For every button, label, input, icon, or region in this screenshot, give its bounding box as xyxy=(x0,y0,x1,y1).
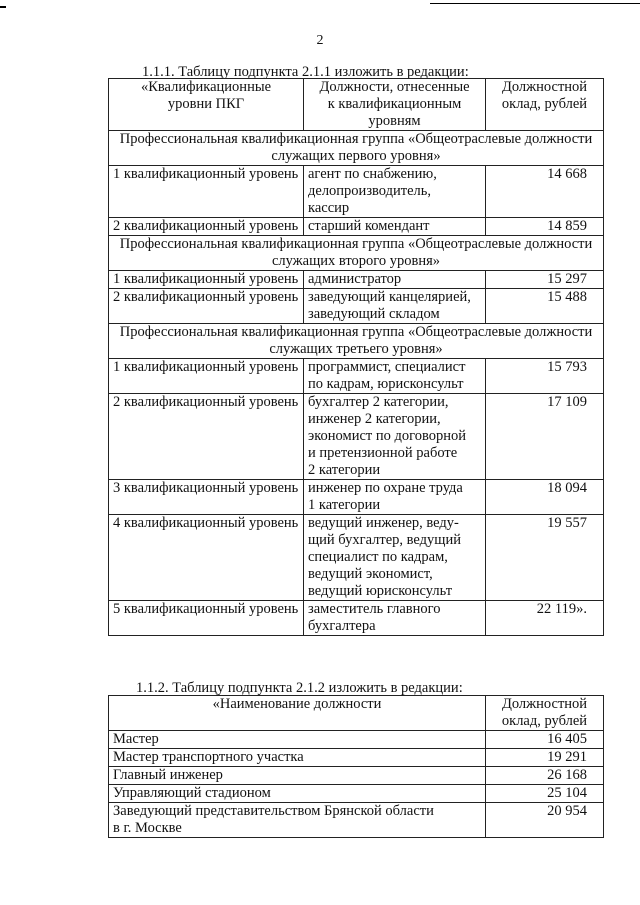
positions: агент по снабжению, делопроизводитель, кассир xyxy=(304,166,486,218)
table-row xyxy=(109,480,604,515)
salary: 15 488 xyxy=(486,289,604,324)
qualification-level: 1 квалификационный уровень xyxy=(109,166,304,218)
header-position-name: «Наименование должности xyxy=(109,696,486,731)
positions: бухгалтер 2 категории, инженер 2 категории, экономист по договорной и претензионной работе 2 категории xyxy=(304,394,486,480)
salary: 26 168 xyxy=(486,767,604,785)
group-row xyxy=(109,131,604,166)
group-row xyxy=(109,236,604,271)
positions: программист, специалист по кадрам, юрисконсульт xyxy=(304,359,486,394)
table-row xyxy=(109,749,604,767)
qualification-level: 2 квалификационный уровень xyxy=(109,218,304,236)
qualification-level: 4 квалификационный уровень xyxy=(109,515,304,601)
table-row xyxy=(109,515,604,601)
salary: 14 859 xyxy=(486,218,604,236)
table-row xyxy=(109,218,604,236)
salary: 16 405 xyxy=(486,731,604,749)
section-heading-1: 1.1.1. Таблицу подпункта 2.1.1 изложить в редакции: xyxy=(142,64,469,80)
section-heading-2: 1.1.2. Таблицу подпункта 2.1.2 изложить в редакции: xyxy=(136,680,463,696)
salary: 15 793 xyxy=(486,359,604,394)
positions: администратор xyxy=(304,271,486,289)
salary: 22 119». xyxy=(486,601,604,636)
qualification-level: 1 квалификационный уровень xyxy=(109,271,304,289)
position-name: Главный инженер xyxy=(109,767,486,785)
table-header-row xyxy=(109,79,604,131)
table-row xyxy=(109,803,604,838)
positions: заместитель главного бухгалтера xyxy=(304,601,486,636)
position-name: Мастер xyxy=(109,731,486,749)
group-title: Профессиональная квалификационная группа «Общеотраслевые должности служащих третьего уровня» xyxy=(109,324,604,359)
table-row xyxy=(109,601,604,636)
table-row xyxy=(109,166,604,218)
position-name: Заведующий представительством Брянской области в г. Москве xyxy=(109,803,486,838)
edge-mark xyxy=(0,6,6,8)
salary: 14 668 xyxy=(486,166,604,218)
salary: 25 104 xyxy=(486,785,604,803)
position-name: Мастер транспортного участка xyxy=(109,749,486,767)
positions: ведущий инженер, веду- щий бухгалтер, ведущий специалист по кадрам, ведущий экономист, ведущий юрисконсульт xyxy=(304,515,486,601)
positions: заведующий канцелярией, заведующий складом xyxy=(304,289,486,324)
position-salary-table-body xyxy=(109,696,604,838)
positions: инженер по охране труда 1 категории xyxy=(304,480,486,515)
salary: 17 109 xyxy=(486,394,604,480)
pkg-salary-table-body xyxy=(109,79,604,636)
qualification-level: 2 квалификационный уровень xyxy=(109,394,304,480)
page-number: 2 xyxy=(316,33,324,48)
group-title: Профессиональная квалификационная группа «Общеотраслевые должности служащих второго уровня» xyxy=(109,236,604,271)
table-row xyxy=(109,731,604,749)
qualification-level: 5 квалификационный уровень xyxy=(109,601,304,636)
salary: 19 291 xyxy=(486,749,604,767)
qualification-level: 3 квалификационный уровень xyxy=(109,480,304,515)
header-positions: Должности, отнесенные к квалификационным уровням xyxy=(304,79,486,131)
table-row xyxy=(109,785,604,803)
position-name: Управляющий стадионом xyxy=(109,785,486,803)
salary: 15 297 xyxy=(486,271,604,289)
table-header-row xyxy=(109,696,604,731)
salary: 18 094 xyxy=(486,480,604,515)
header-salary: Должностной оклад, рублей xyxy=(486,696,604,731)
salary: 19 557 xyxy=(486,515,604,601)
qualification-level: 2 квалификационный уровень xyxy=(109,289,304,324)
position-salary-table xyxy=(108,695,604,838)
table-row xyxy=(109,394,604,480)
table-row xyxy=(109,271,604,289)
group-title: Профессиональная квалификационная группа «Общеотраслевые должности служащих первого уровня» xyxy=(109,131,604,166)
table-row xyxy=(109,359,604,394)
table-row xyxy=(109,289,604,324)
qualification-level: 1 квалификационный уровень xyxy=(109,359,304,394)
top-rule xyxy=(430,3,640,4)
header-levels: «Квалификационные уровни ПКГ xyxy=(109,79,304,131)
salary: 20 954 xyxy=(486,803,604,838)
header-salary: Должностной оклад, рублей xyxy=(486,79,604,131)
group-row xyxy=(109,324,604,359)
table-row xyxy=(109,767,604,785)
positions: старший комендант xyxy=(304,218,486,236)
pkg-salary-table xyxy=(108,78,604,636)
